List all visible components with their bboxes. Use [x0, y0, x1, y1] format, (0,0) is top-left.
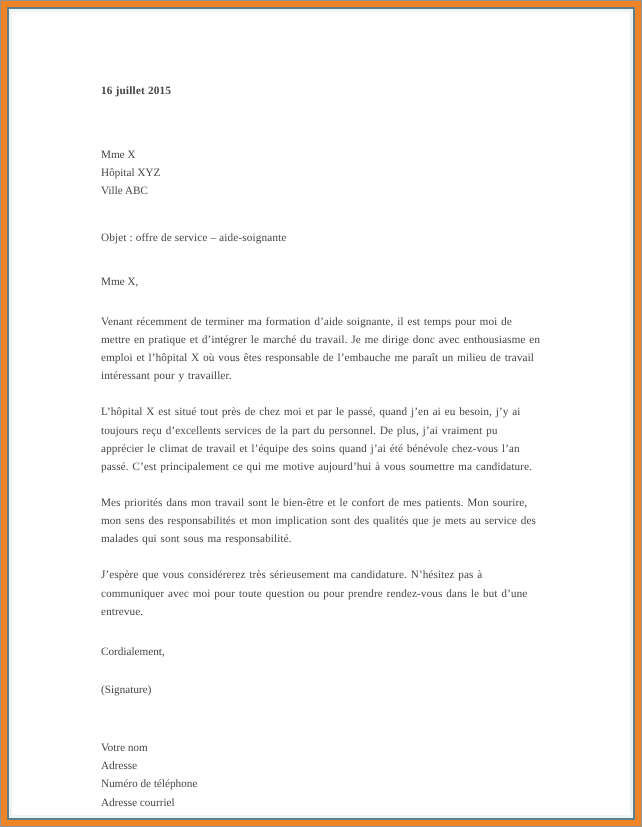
recipient-city: Ville ABC: [101, 185, 148, 198]
recipient-address-block: [101, 146, 543, 200]
sender-name: Votre nom: [101, 742, 148, 755]
letter-paragraph-2: L’hôpital X est situé tout près de chez moi et par le passé, quand j’en ai eu besoin, j’y ai toujours reçu d’excellents services de la part du personnel. De plus, j’ai vraiment pu apprécier le climat de travail et l’équipe des soins quand j’ai été bénévole chez-vous l’an passé. C’est principalement ce qui me motive aujourd’hui à vous soumettre ma candidature.: [101, 406, 533, 473]
sender-email: Adresse courriel: [101, 796, 175, 809]
recipient-name: Mme X: [101, 149, 136, 162]
letter-paragraph-4: J’espère que vous considérerez très sérieusement ma candidature. N’hésitez pas à communiquer avec moi pour toute question ou pour prendre rendez-vous dans le but d’une entrevue.: [101, 569, 528, 618]
signature-placeholder: (Signature): [101, 683, 152, 696]
recipient-organization: Hôpital XYZ: [101, 167, 161, 180]
sender-address: Adresse: [101, 760, 138, 773]
letter-salutation: Mme X,: [101, 275, 139, 288]
letter-paragraph-3: Mes priorités dans mon travail sont le bien-être et le confort de mes patients. Mon sourire, mon sens des responsabilités et mon implication sont des qualités que je mets au service des malades qui sont sous ma responsabilité.: [101, 496, 536, 546]
sender-contact-block: [101, 739, 543, 812]
letter-date: 16 juillet 2015: [101, 85, 172, 97]
letter-subject-line: Objet : offre de service – aide-soignante: [101, 231, 287, 244]
letter-page: [12, 12, 630, 815]
sender-phone: Numéro de téléphone: [101, 778, 198, 791]
letter-paragraph-1: Venant récemment de terminer ma formation d’aide soignante, il est temps pour moi de mettre en pratique et d’intégrer le marché du travail. Je me dirige donc avec enthousiasme en emploi et l’hôpital X où vous êtes responsable de l’embauche me paraît un milieu de travail intéressant pour y travailler.: [101, 315, 541, 383]
letter-body: [101, 82, 543, 812]
letter-closing: Cordialement,: [101, 645, 165, 658]
